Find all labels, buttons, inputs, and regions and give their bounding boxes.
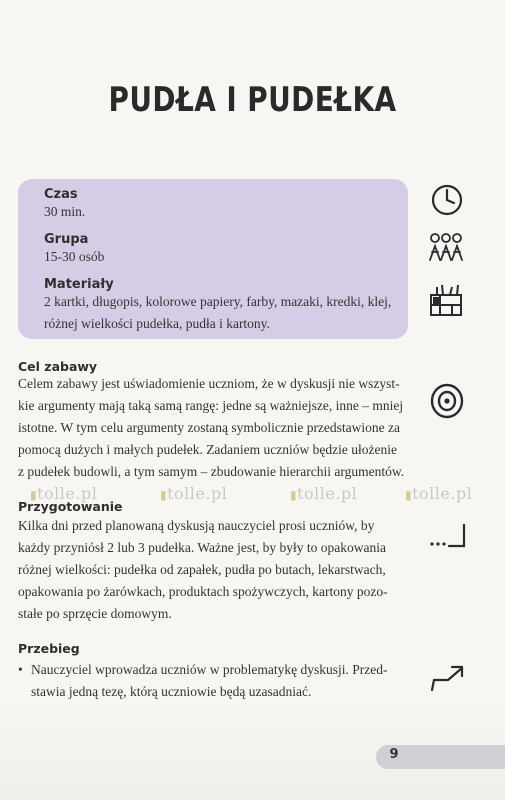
course-line: stawia jedną tezę, którą uczniowie będą uzasadniać.: [31, 684, 312, 699]
preparation-line: Kilka dni przed planowaną dyskusją nauczyciel prosi uczniów, by: [18, 518, 375, 533]
preparation-line: różnej wielkości: pudełka od zapałek, pudła po butach, lekarstwach,: [18, 562, 386, 577]
people-icon: [428, 232, 464, 264]
target-icon: [428, 381, 466, 421]
goal-line: istotne. W tym celu argumenty zostaną symbolicznie przedstawione za: [18, 420, 401, 435]
page-title: PUDŁA I PUDEŁKA: [108, 80, 397, 120]
materials-line: 2 kartki, długopis, kolorowe papiery, farby, mazaki, kredki, klej,: [44, 294, 392, 309]
course-heading: Przebieg: [18, 641, 80, 656]
goal-line: kie argumenty mają taką samą rangę: jedne są ważniejsze, inne – mniej: [18, 398, 404, 413]
preparation-line: każdy przyniósł 2 lub 3 pudełka. Ważne jest, by były to opakowania: [18, 540, 386, 555]
group-label: Grupa: [44, 232, 89, 247]
materials-line: różnej wielkości pudełka, pudła i kartony.: [44, 316, 270, 331]
goal-line: Celem zabawy jest uświadomienie uczniom, że w dyskusji nie wszyst-: [18, 376, 400, 391]
arrow-icon: [428, 662, 468, 694]
group-value: 15-30 osób: [44, 249, 105, 264]
preparation-icon: [428, 522, 468, 552]
watermark: ▮tolle.pl: [30, 484, 98, 503]
bullet: •: [18, 662, 23, 677]
preparation-line: stałe po sprzęcie domowym.: [18, 606, 172, 621]
time-label: Czas: [44, 187, 78, 202]
info-box: [18, 179, 408, 339]
time-value: 30 min.: [44, 204, 86, 219]
watermark: ▮tolle.pl: [160, 484, 228, 503]
watermark: ▮tolle.pl: [290, 484, 358, 503]
page-number: 9: [389, 747, 399, 762]
preparation-heading: Przygotowanie: [18, 499, 123, 514]
preparation-line: opakowania po żarówkach, produktach spożywczych, kartony pozo-: [18, 584, 388, 599]
clock-icon: [428, 183, 466, 217]
watermark: ▮tolle.pl: [405, 484, 473, 503]
materials-label: Materiały: [44, 277, 114, 292]
goal-line: z pudełek budowli, a tym samym – zbudowanie hierarchii argumentów.: [18, 464, 405, 479]
materials-icon: [428, 283, 466, 319]
goal-heading: Cel zabawy: [18, 359, 98, 374]
goal-line: pomocą dużych i małych pudełek. Zadaniem uczniów będzie ułożenie: [18, 442, 397, 457]
course-line: Nauczyciel wprowadza uczniów w problematykę dyskusji. Przed-: [31, 662, 388, 677]
